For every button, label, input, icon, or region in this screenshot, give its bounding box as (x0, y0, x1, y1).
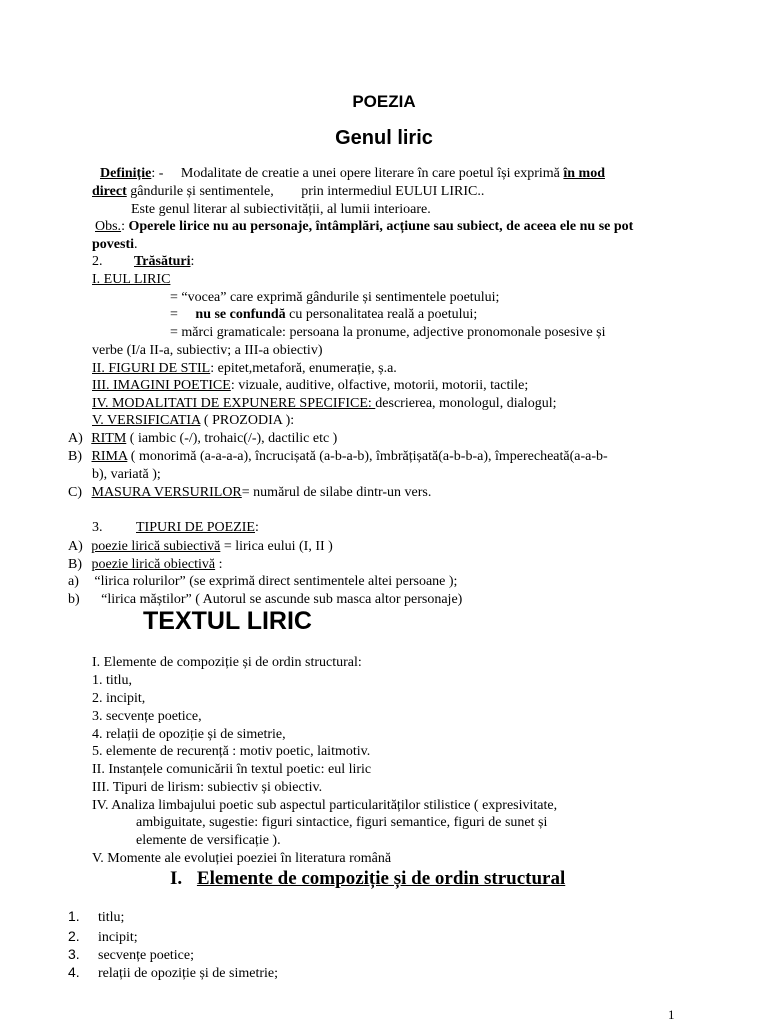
obs-text-1: Operele lirice nu au personaje, întâmplări, acțiune sau subiect, de aceea ele nu se pot (128, 219, 634, 234)
obs-line-2 (92, 237, 138, 254)
final-list-text: titlu; (98, 910, 125, 925)
versif-heading: V. VERSIFICATIA (92, 413, 201, 428)
outline-item: 2. incipit, (92, 691, 146, 706)
imagini-heading: III. IMAGINI POETICE (92, 378, 231, 393)
masura-heading: MASURA VERSURILOR (91, 485, 242, 500)
definitie-label: Definiție (100, 166, 152, 181)
obs-label: Obs. (95, 219, 122, 234)
versif-text: ( PROZODIA ): (200, 413, 295, 428)
eul-line-1: = “vocea” care exprimă gândurile și sentimentele poetului; (170, 290, 500, 305)
modalitati-heading: IV. MODALITATI DE EXPUNERE SPECIFICE: (92, 396, 376, 411)
eul-line-2-rest: cu personalitatea reală a poetului; (285, 307, 478, 322)
ritm-heading: RITM (91, 431, 127, 446)
definitie-line-2 (92, 184, 484, 201)
obs-sep: : (121, 219, 129, 234)
tipuri-sa-label: a) (68, 574, 79, 589)
rima-line (68, 449, 608, 466)
trasaturi-line (92, 254, 194, 271)
outline-item: 3. secvențe poetice, (92, 709, 202, 724)
masura-text: = numărul de silabe dintr-un vers. (241, 485, 432, 500)
tipuri-colon: : (255, 520, 259, 535)
final-list-text: relații de opoziție și de simetrie; (98, 966, 278, 981)
final-list-num: 3. (68, 946, 80, 962)
tipuri-sb-label: b) (68, 592, 80, 607)
final-list-text: secvențe poetice; (98, 948, 195, 963)
tipuri-sa-line (68, 574, 457, 591)
rima-label: B) (68, 449, 82, 464)
section-heading (170, 868, 565, 891)
figuri-heading: II. FIGURI DE STIL (92, 361, 211, 376)
eul-line-2 (170, 307, 477, 324)
masura-label: C) (68, 485, 82, 500)
trasaturi-colon: : (190, 254, 195, 269)
ritm-text: ( iambic (-/), trohaic(/-), dactilic etc ) (126, 431, 338, 446)
rima-heading: RIMA (91, 449, 128, 464)
tipuri-a-line (68, 539, 333, 556)
tipuri-heading: TIPURI DE POEZIE (136, 520, 255, 535)
final-list-item (68, 908, 124, 927)
eul-line-3: = mărci gramaticale: persoana la pronume, adjective pronomonale posesive și (170, 325, 606, 340)
modalitati-text: descrierea, monologul, dialogul; (375, 396, 557, 411)
outline-item: III. Tipuri de lirism: subiectiv și obiectiv. (92, 780, 323, 795)
masura-line (68, 485, 431, 502)
section-heading-text: Elemente de compoziție și de ordin structural (196, 868, 566, 889)
tipuri-a-label: A) (68, 539, 83, 554)
textul-liric-heading: TEXTUL LIRIC (143, 607, 312, 635)
outline-item: II. Instanțele comunicării în textul poetic: eul liric (92, 762, 372, 777)
definitie-line-3: Este genul literar al subiectivității, al lumii interioare. (131, 202, 431, 217)
definitie-line-1 (100, 166, 605, 183)
final-list-num: 4. (68, 964, 80, 980)
final-list-num: 1. (68, 908, 80, 924)
eul-line-2-bold: nu se confundă (195, 307, 286, 322)
rima-text: ( monorimă (a-a-a-a), încrucișată (a-b-a-b), îmbrățișată(a-b-b-a), împerecheată(a-a-b- (127, 449, 608, 464)
tipuri-a-text: = lirica eului (I, II ) (220, 539, 333, 554)
outline-item: IV. Analiza limbajului poetic sub aspectul particularităților stilistice ( expresivitate, (92, 798, 558, 813)
versif-line (92, 413, 294, 430)
obs-dot: . (134, 237, 138, 252)
page-title: POEZIA (352, 92, 416, 111)
ritm-label: A) (68, 431, 83, 446)
tipuri-sb-text: “lirica măștilor” ( Autorul se ascunde sub masca altor personaje) (101, 592, 463, 607)
final-list-item (68, 964, 278, 983)
obs-line-1 (95, 219, 633, 236)
tipuri-b-text: : (215, 557, 223, 572)
tipuri-b-heading: poezie lirică obiectivă (91, 557, 216, 572)
trasaturi-label: Trăsături (134, 254, 191, 269)
page-number: 1 (668, 1007, 675, 1022)
section-heading-num: I. (170, 868, 183, 889)
definitie-text-2: gândurile și sentimentele, (126, 184, 274, 199)
final-list-item (68, 928, 138, 947)
outline-item: 1. titlu, (92, 673, 133, 688)
eul-heading: I. EUL LIRIC (92, 272, 171, 287)
eul-line-2-eq: = (170, 307, 178, 322)
imagini-text: : vizuale, auditive, olfactive, motorii, motorii, tactile; (230, 378, 529, 393)
definitie-bold-1: în mod (563, 166, 605, 181)
tipuri-num: 3. (92, 520, 103, 535)
tipuri-a-heading: poezie lirică subiectivă (91, 539, 221, 554)
outline-item: I. Elemente de compoziție și de ordin structural: (92, 655, 362, 670)
ritm-line (68, 431, 337, 448)
tipuri-b-label: B) (68, 557, 82, 572)
trasaturi-num: 2. (92, 254, 103, 269)
final-list-item (68, 946, 194, 965)
definitie-sep: : - (151, 166, 164, 181)
tipuri-b-line (68, 557, 223, 574)
imagini-line (92, 378, 528, 395)
obs-text-2: povesti (92, 237, 134, 252)
eul-line-4: verbe (I/a II-a, subiectiv; a III-a obiectiv) (92, 343, 323, 358)
final-list-text: incipit; (98, 930, 138, 945)
outline-item: V. Momente ale evoluției poeziei în literatura română (92, 851, 392, 866)
page-subtitle: Genul liric (335, 127, 433, 149)
final-list-num: 2. (68, 928, 80, 944)
figuri-text: : epitet,metaforă, enumerație, ș.a. (210, 361, 397, 376)
outline-item: 4. relații de opoziție și de simetrie, (92, 727, 286, 742)
tipuri-line (92, 520, 259, 537)
definitie-bold-2: direct (92, 184, 127, 199)
modalitati-line (92, 396, 556, 413)
definitie-text-3: prin intermediul EULUI LIRIC.. (301, 184, 485, 199)
tipuri-sa-text: “lirica rolurilor” (se exprimă direct sentimentele altei persoane ); (94, 574, 458, 589)
definitie-text-1: Modalitate de creatie a unei opere literare în care poetul își exprimă (180, 166, 564, 181)
outline-item: elemente de versificație ). (136, 833, 281, 848)
rima-line-2: b), variată ); (92, 467, 161, 482)
outline-item: 5. elemente de recurență : motiv poetic, laitmotiv. (92, 744, 371, 759)
outline-item: ambiguitate, sugestie: figuri sintactice, figuri semantice, figuri de sunet și (136, 815, 548, 830)
figuri-line (92, 361, 397, 378)
